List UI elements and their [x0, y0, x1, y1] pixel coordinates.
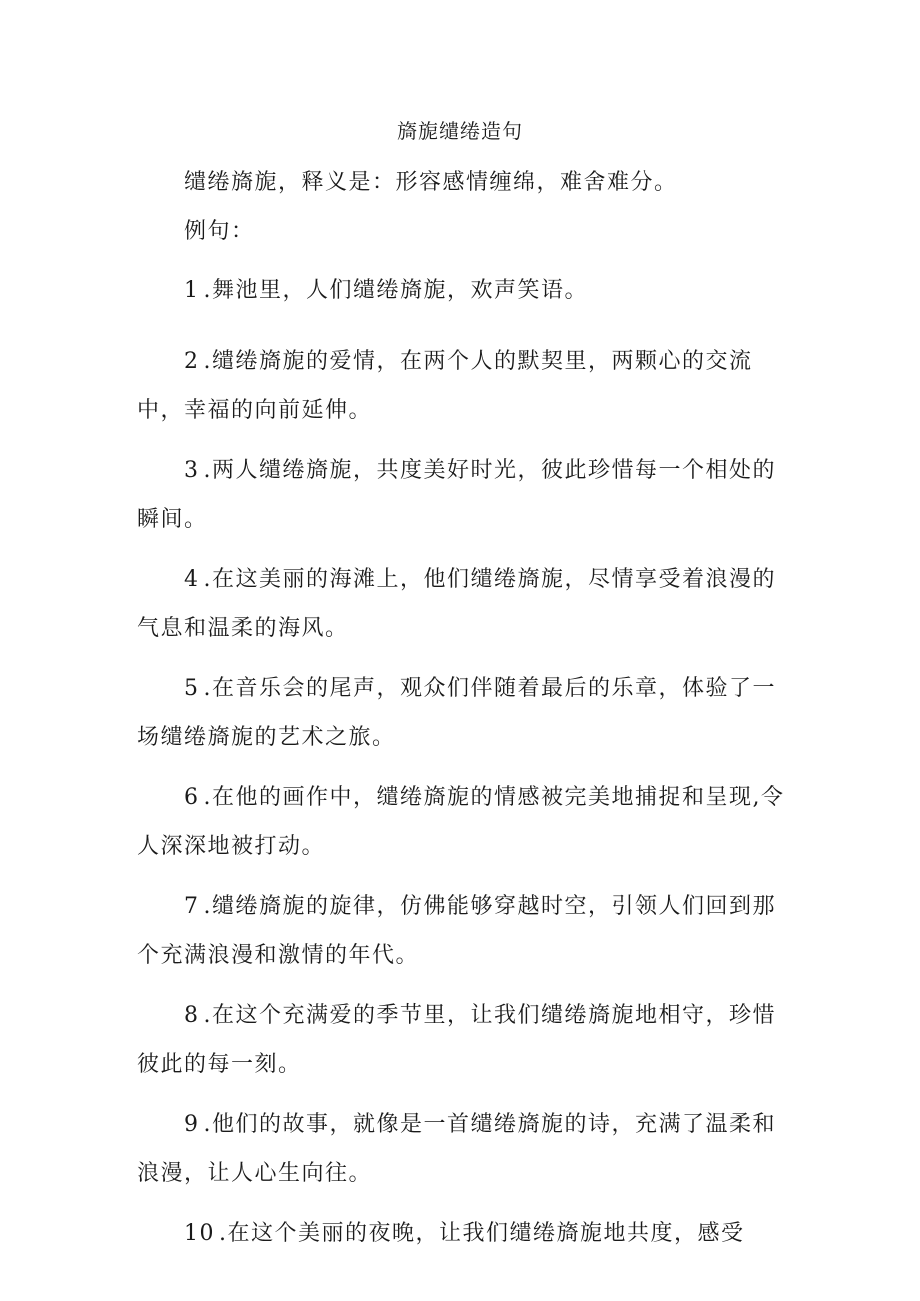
list-item	[137, 773, 797, 871]
list-item	[137, 266, 797, 315]
list-item	[137, 882, 797, 980]
definition-paragraph	[137, 158, 797, 207]
item-number: 8	[184, 1003, 200, 1028]
item-text: .在这美丽的海滩上，他们缱绻旖旎，尽情享受着浪漫的气息和温柔的海风。	[137, 567, 776, 641]
item-number: 4	[184, 567, 200, 592]
item-text: .他们的故事，就像是一首缱绻旖旎的诗，充满了温柔和浪漫，让人心生向往。	[137, 1112, 776, 1186]
item-number: 5	[184, 676, 200, 701]
item-text: .在这个美丽的夜晚，让我们缱绻旖旎地共度，感受	[219, 1221, 745, 1246]
document-title: 旖旎缱绻造句	[397, 119, 523, 143]
list-item	[137, 664, 797, 762]
list-item	[137, 1100, 797, 1198]
example-list	[137, 266, 797, 1269]
item-text: .缱绻旖旎的爱情，在两个人的默契里，两颗心的交流中，幸福的向前延伸。	[137, 349, 753, 423]
item-text: .两人缱绻旖旎，共度美好时光，彼此珍惜每一个相处的瞬间。	[137, 458, 776, 532]
list-item	[137, 337, 797, 435]
item-number: 1	[184, 278, 200, 303]
item-text: .在音乐会的尾声，观众们伴随着最后的乐章，体验了一场缱绻旖旎的艺术之旅。	[137, 676, 776, 750]
item-number: 6	[184, 785, 200, 810]
definition-text: 缱绻旖旎，释义是：形容感情缠绵，难舍难分。	[184, 170, 678, 195]
item-text: .缱绻旖旎的旋律，仿佛能够穿越时空，引领人们回到那个充满浪漫和激情的年代。	[137, 894, 776, 968]
item-number: 7	[184, 894, 200, 919]
example-label-paragraph	[137, 207, 797, 256]
list-item	[137, 446, 797, 544]
item-text: .舞池里，人们缱绻旖旎，欢声笑语。	[203, 278, 588, 303]
list-item	[137, 1209, 797, 1258]
list-item	[137, 555, 797, 653]
item-number: 9	[184, 1112, 200, 1137]
item-text: .在他的画作中，缱绻旖旎的情感被完美地捕捉和呈现,令人深深地被打动。	[137, 785, 785, 859]
item-text: .在这个充满爱的季节里，让我们缱绻旖旎地相守，珍惜彼此的每一刻。	[137, 1003, 776, 1077]
list-item	[137, 991, 797, 1089]
example-label: 例句：	[184, 219, 255, 244]
item-number: 10	[184, 1221, 215, 1246]
item-number: 2	[184, 349, 200, 374]
item-number: 3	[184, 458, 200, 483]
